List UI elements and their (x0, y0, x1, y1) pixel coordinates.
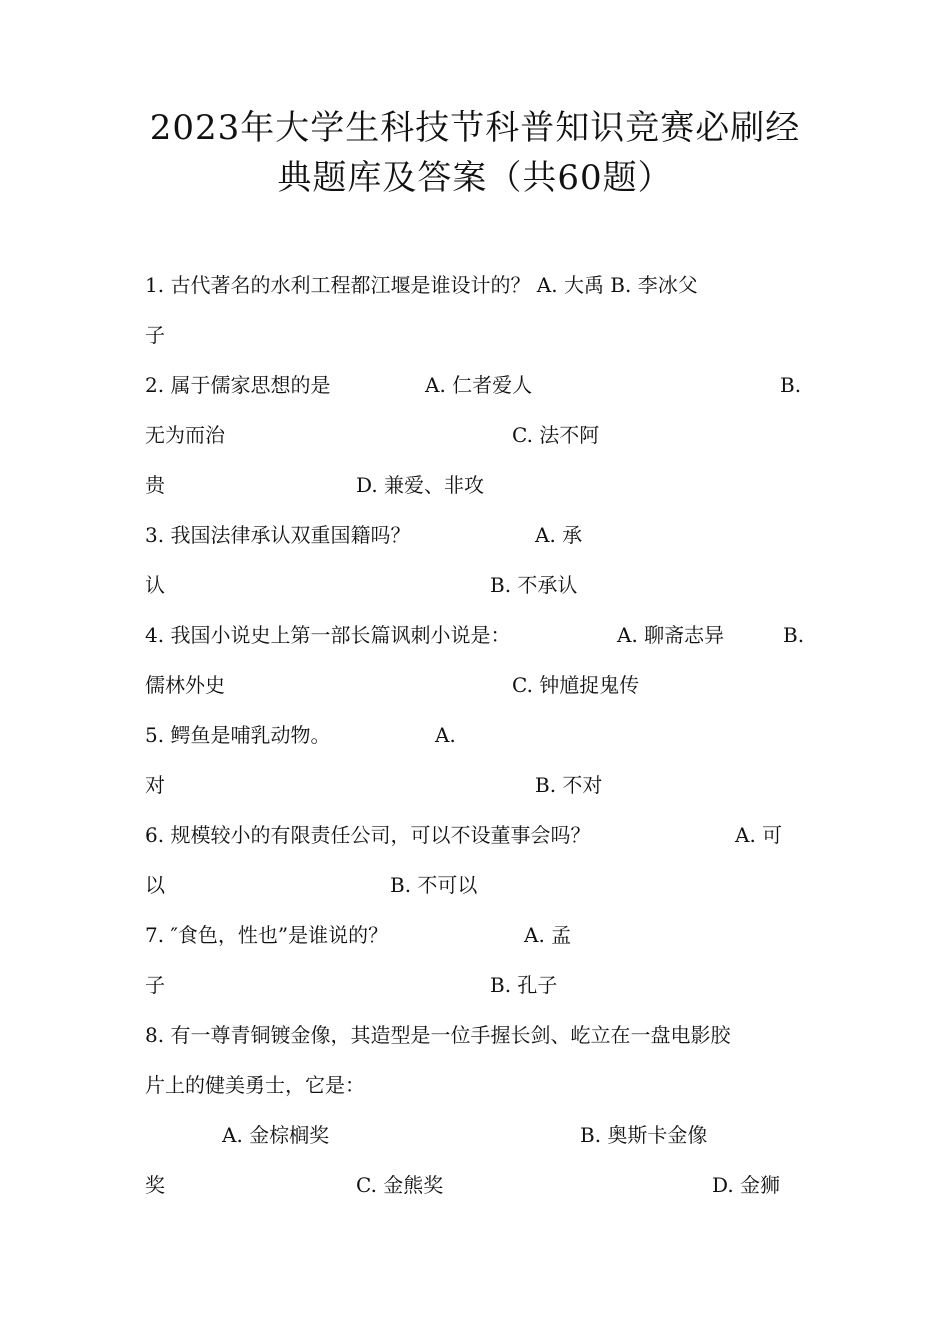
question-4-option-b-text: 儒林外史 (145, 673, 225, 697)
document-title-line-2: 典题库及答案（共60题） (277, 158, 673, 198)
question-2-option-c-continuation: 贵 (145, 473, 165, 497)
question-4-option-c: C. 钟馗捉鬼传 (512, 673, 640, 697)
question-7-option-b: B. 孔子 (490, 973, 558, 997)
question-7-option-a: A. 孟 (524, 923, 572, 947)
question-8-stem-line-1: 8. 有一尊青铜镀金像，其造型是一位手握长剑、屹立在一盘电影胶 (145, 1023, 731, 1047)
question-5-option-a-marker: A. (435, 723, 456, 747)
question-5-stem: 5. 鳄鱼是哺乳动物。 (145, 723, 331, 747)
question-6-option-a-continuation: 以 (145, 873, 165, 897)
question-2-stem: 2. 属于儒家思想的是 (145, 373, 331, 397)
question-2-option-b-text: 无为而治 (145, 423, 225, 447)
question-8-option-d: D. 金狮 (712, 1173, 781, 1197)
question-2-option-c: C. 法不阿 (512, 423, 600, 447)
question-6-option-a: A. 可 (735, 823, 783, 847)
question-3-option-b: B. 不承认 (490, 573, 578, 597)
question-4-option-a: A. 聊斋志异 (617, 623, 725, 647)
question-3-option-a: A. 承 (535, 523, 583, 547)
question-8-stem-line-2: 片上的健美勇士，它是： (145, 1073, 365, 1097)
question-4-option-b-marker: B. (783, 623, 805, 647)
question-6-stem: 6. 规模较小的有限责任公司，可以不设董事会吗？ (145, 823, 591, 847)
question-1-continuation: 子 (145, 323, 165, 347)
question-8-option-c: C. 金熊奖 (356, 1173, 444, 1197)
question-5-option-b: B. 不对 (535, 773, 603, 797)
question-5-option-a-text: 对 (145, 773, 165, 797)
question-2-option-d: D. 兼爱、非攻 (356, 473, 485, 497)
question-3-stem: 3. 我国法律承认双重国籍吗？ (145, 523, 411, 547)
question-1-stem: 1. 古代著名的水利工程都江堰是谁设计的？ A. 大禹 B. 李冰父 (145, 273, 698, 297)
question-7-option-a-continuation: 子 (145, 973, 165, 997)
question-7-stem: 7. ″食色，性也”是谁说的？ (145, 923, 389, 947)
question-6-option-b: B. 不可以 (390, 873, 478, 897)
question-2-option-a: A. 仁者爱人 (425, 373, 533, 397)
question-2-option-b-marker: B. (780, 373, 802, 397)
question-8-option-b: B. 奥斯卡金像 (580, 1123, 708, 1147)
question-8-option-b-continuation: 奖 (145, 1173, 165, 1197)
question-4-stem: 4. 我国小说史上第一部长篇讽刺小说是： (145, 623, 511, 647)
question-3-option-a-continuation: 认 (145, 573, 165, 597)
document-title-line-1: 2023年大学生科技节科普知识竞赛必刷经 (149, 108, 801, 148)
question-8-option-a: A. 金棕榈奖 (222, 1123, 330, 1147)
